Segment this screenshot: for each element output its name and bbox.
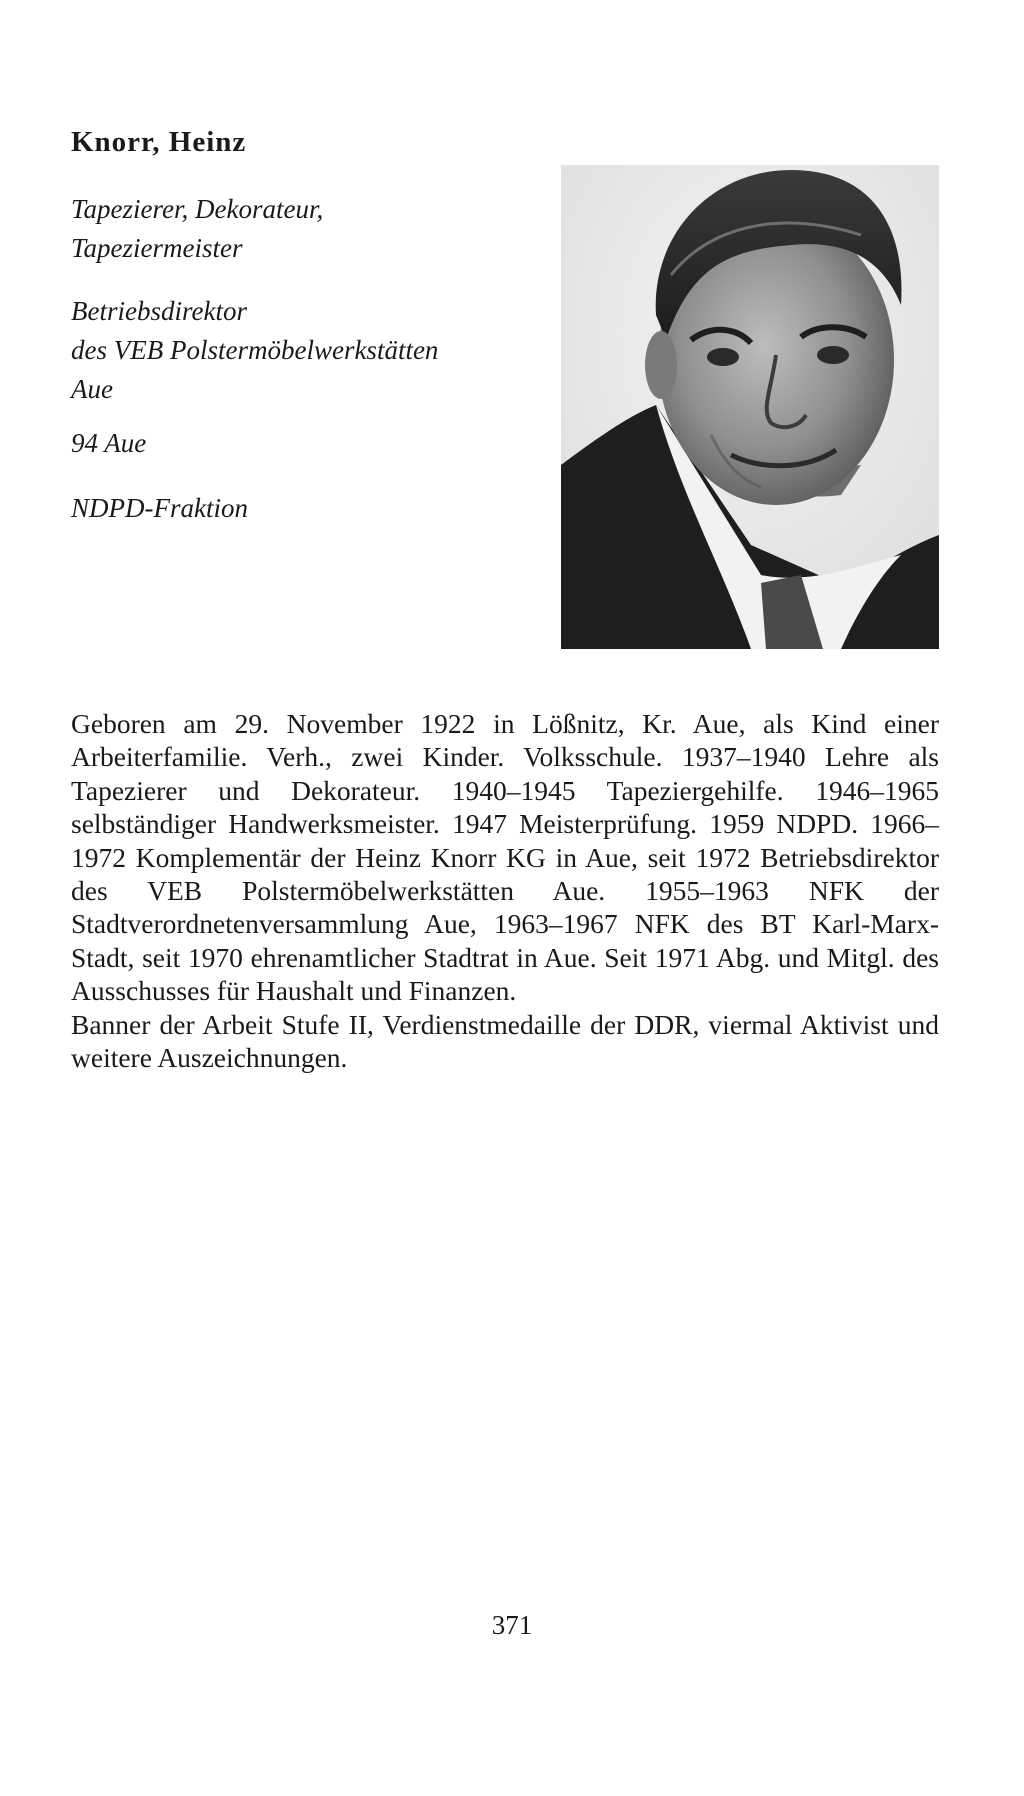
biography (71, 707, 939, 1074)
position-line: des VEB Polstermöbelwerkstätten (71, 335, 439, 365)
biography-paragraph: Geboren am 29. November 1922 in Lößnitz, Kr. Aue, als Kind einer Arbeiterfamilie. Verh., zwei Kinder. Volksschule. 1937–1940 Lehre als Tapezierer und Dekorateur. 1940–1945 Tapeziergehilfe. 1946–1965 selbständiger Handwerksmeister. 1947 Meisterprüfung. 1959 NDPD. 1966–1972 Komplementär der Heinz Knorr KG in Aue, seit 1972 Betriebsdirektor des VEB Polstermöbelwerkstätten Aue. 1955–1963 NFK der Stadtverordnetenversammlung Aue, 1963–1967 NFK des BT Karl-Marx-Stadt, seit 1970 ehrenamtlicher Stadtrat in Aue. Seit 1971 Abg. und Mitgl. des Ausschusses für Haushalt und Finanzen. (71, 708, 939, 1007)
address: 94 Aue (71, 428, 147, 458)
person-name: Knorr, Heinz (71, 126, 247, 158)
faction: NDPD-Fraktion (71, 493, 248, 523)
biography-paragraph: Banner der Arbeit Stufe II, Verdienstmedaille der DDR, viermal Aktivist und weitere Auszeichnungen. (71, 1008, 939, 1074)
position-line: Aue (71, 374, 113, 404)
job-position (71, 292, 541, 409)
page-number: 371 (491, 1610, 533, 1640)
profession-line: Tapezierer, Dekorateur, (71, 194, 324, 224)
portrait-photo (561, 165, 939, 649)
profession (71, 190, 541, 268)
position-line: Betriebsdirektor (71, 296, 247, 326)
profession-line: Tapeziermeister (71, 233, 243, 263)
